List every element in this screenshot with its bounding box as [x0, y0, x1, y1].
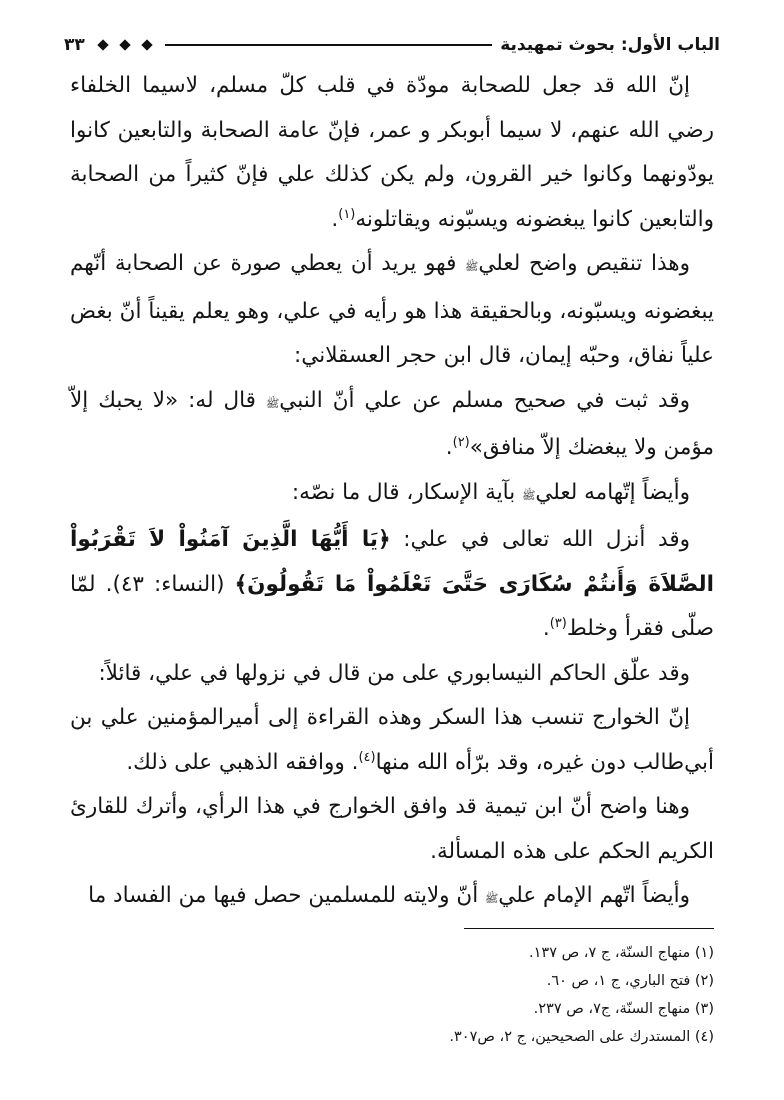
- honorific-glyph: ﷺ: [465, 260, 479, 273]
- footnote-item: (١) منهاج السنّة، ج ٧، ص ١٣٧.: [529, 945, 714, 961]
- running-header: [64, 28, 720, 62]
- page-number: ٣٣: [64, 35, 85, 55]
- text-run: وقد ثبت في صحيح مسلم عن علي أنّ النبي: [279, 387, 691, 413]
- paragraph: [70, 785, 714, 874]
- paragraph: [70, 874, 714, 922]
- paragraph: [70, 379, 714, 471]
- text-run: وقد علّق الحاكم النيسابوري على من قال في نزولها في علي، قائلاً:: [98, 660, 690, 686]
- text-run: .: [542, 616, 550, 641]
- footnote-ref: (٣): [549, 615, 567, 631]
- honorific-glyph: ﷺ: [265, 396, 280, 410]
- footnote-ref: (٤): [358, 749, 376, 765]
- paragraph: [70, 696, 714, 785]
- paragraph: [70, 652, 714, 697]
- text-run: وأيضاً اتّهم الإمام علي: [498, 883, 690, 908]
- footnotes: [70, 928, 714, 1051]
- text-run: (النساء: ٤٣). لمّا صلّى فقرأ وخلط: [70, 571, 714, 641]
- text-run: وقد أنزل الله تعالى في علي:: [390, 527, 690, 552]
- footnote-ref: (١): [338, 206, 356, 222]
- footnote-item: (٣) منهاج السنّة، ج٧، ص ٢٣٧.: [533, 1001, 714, 1017]
- text-run: وهنا واضح أنّ ابن تيمية قد وافق الخوارج في هذا الرأي، وأترك للقارئ الكريم الحكم على هذه المسألة.: [70, 794, 714, 864]
- footnote-list: [70, 939, 714, 1051]
- footnote-ref: (٢): [452, 434, 470, 450]
- diamond-ornament-icon: [93, 41, 157, 49]
- footnote-item: (٢) فتح الباري، ج ١، ص ٦٠.: [546, 973, 714, 989]
- honorific-glyph: ﷺ: [485, 892, 499, 905]
- paragraph: [70, 518, 714, 652]
- body-text: [70, 64, 714, 922]
- text-run: أنّ ولايته للمسلمين حصل فيها من الفساد ما: [88, 883, 485, 908]
- text-run: إنّ الخوارج تنسب هذا السكر وهذه القراءة إلى أميرالمؤمنين علي بن أبي‌طالب دون غيره، وقد برّأه الله منها: [70, 705, 714, 775]
- paragraph: [70, 242, 714, 379]
- text-run: إنّ الله قد جعل للصحابة مودّة في قلب كلّ مسلم، لاسيما الخلفاء رضي الله عنهم، لا سيما أبوبكر و عمر، فإنّ عامة الصحابة والتابعين كانوا يودّونهما وكانوا خير القرون، ولم يكن كذلك علي فإنّ كثيراً من الصحابة والتابعين كانوا يبغضونه ويسبّونه ويقاتلونه: [70, 73, 714, 232]
- text-run: وأيضاً إتّهامه لعلي: [535, 479, 690, 505]
- header-rule: [165, 44, 492, 46]
- text-run: وهذا تنقيص واضح لعلي: [478, 251, 691, 276]
- text-run: . ووافقه الذهبي على ذلك.: [126, 749, 359, 775]
- chapter-title: الباب الأول: بحوث تمهيدية: [500, 35, 720, 55]
- honorific-glyph: ﷺ: [522, 488, 536, 502]
- text-run: بآية الإسكار، قال ما نصّه:: [291, 479, 523, 505]
- text-run: .: [445, 435, 453, 460]
- text-run: فهو يريد أن يعطي صورة عن الصحابة أنّهم يبغضونه ويسبّونه، وبالحقيقة هذا هو رأيه في علي، وهو يعلم يقيناً أنّ بغض علياً نفاق، وحبّه إيمان، قال ابن حجر العسقلاني:: [70, 251, 714, 368]
- footnote-rule: [464, 928, 714, 929]
- text-run: .: [331, 206, 339, 232]
- footnote-item: (٤) المستدرك على الصحيحين، ج ٢، ص٣٠٧.: [449, 1029, 714, 1045]
- paragraph: [70, 64, 714, 242]
- text-run: قال له: «لا يحبك إلاّ مؤمن ولا يبغضك إلاّ منافق»: [70, 387, 714, 460]
- paragraph: [70, 471, 714, 519]
- quran-verse: ﴿يَا أَيُّهَا الَّذِينَ آمَنُواْ لاَ تَقْرَبُواْ الصَّلاَةَ وَأَنتُمْ سُكَارَى حَتَّىَ تَعْلَمُواْ مَا تَقُولُونَ﴾: [70, 527, 714, 597]
